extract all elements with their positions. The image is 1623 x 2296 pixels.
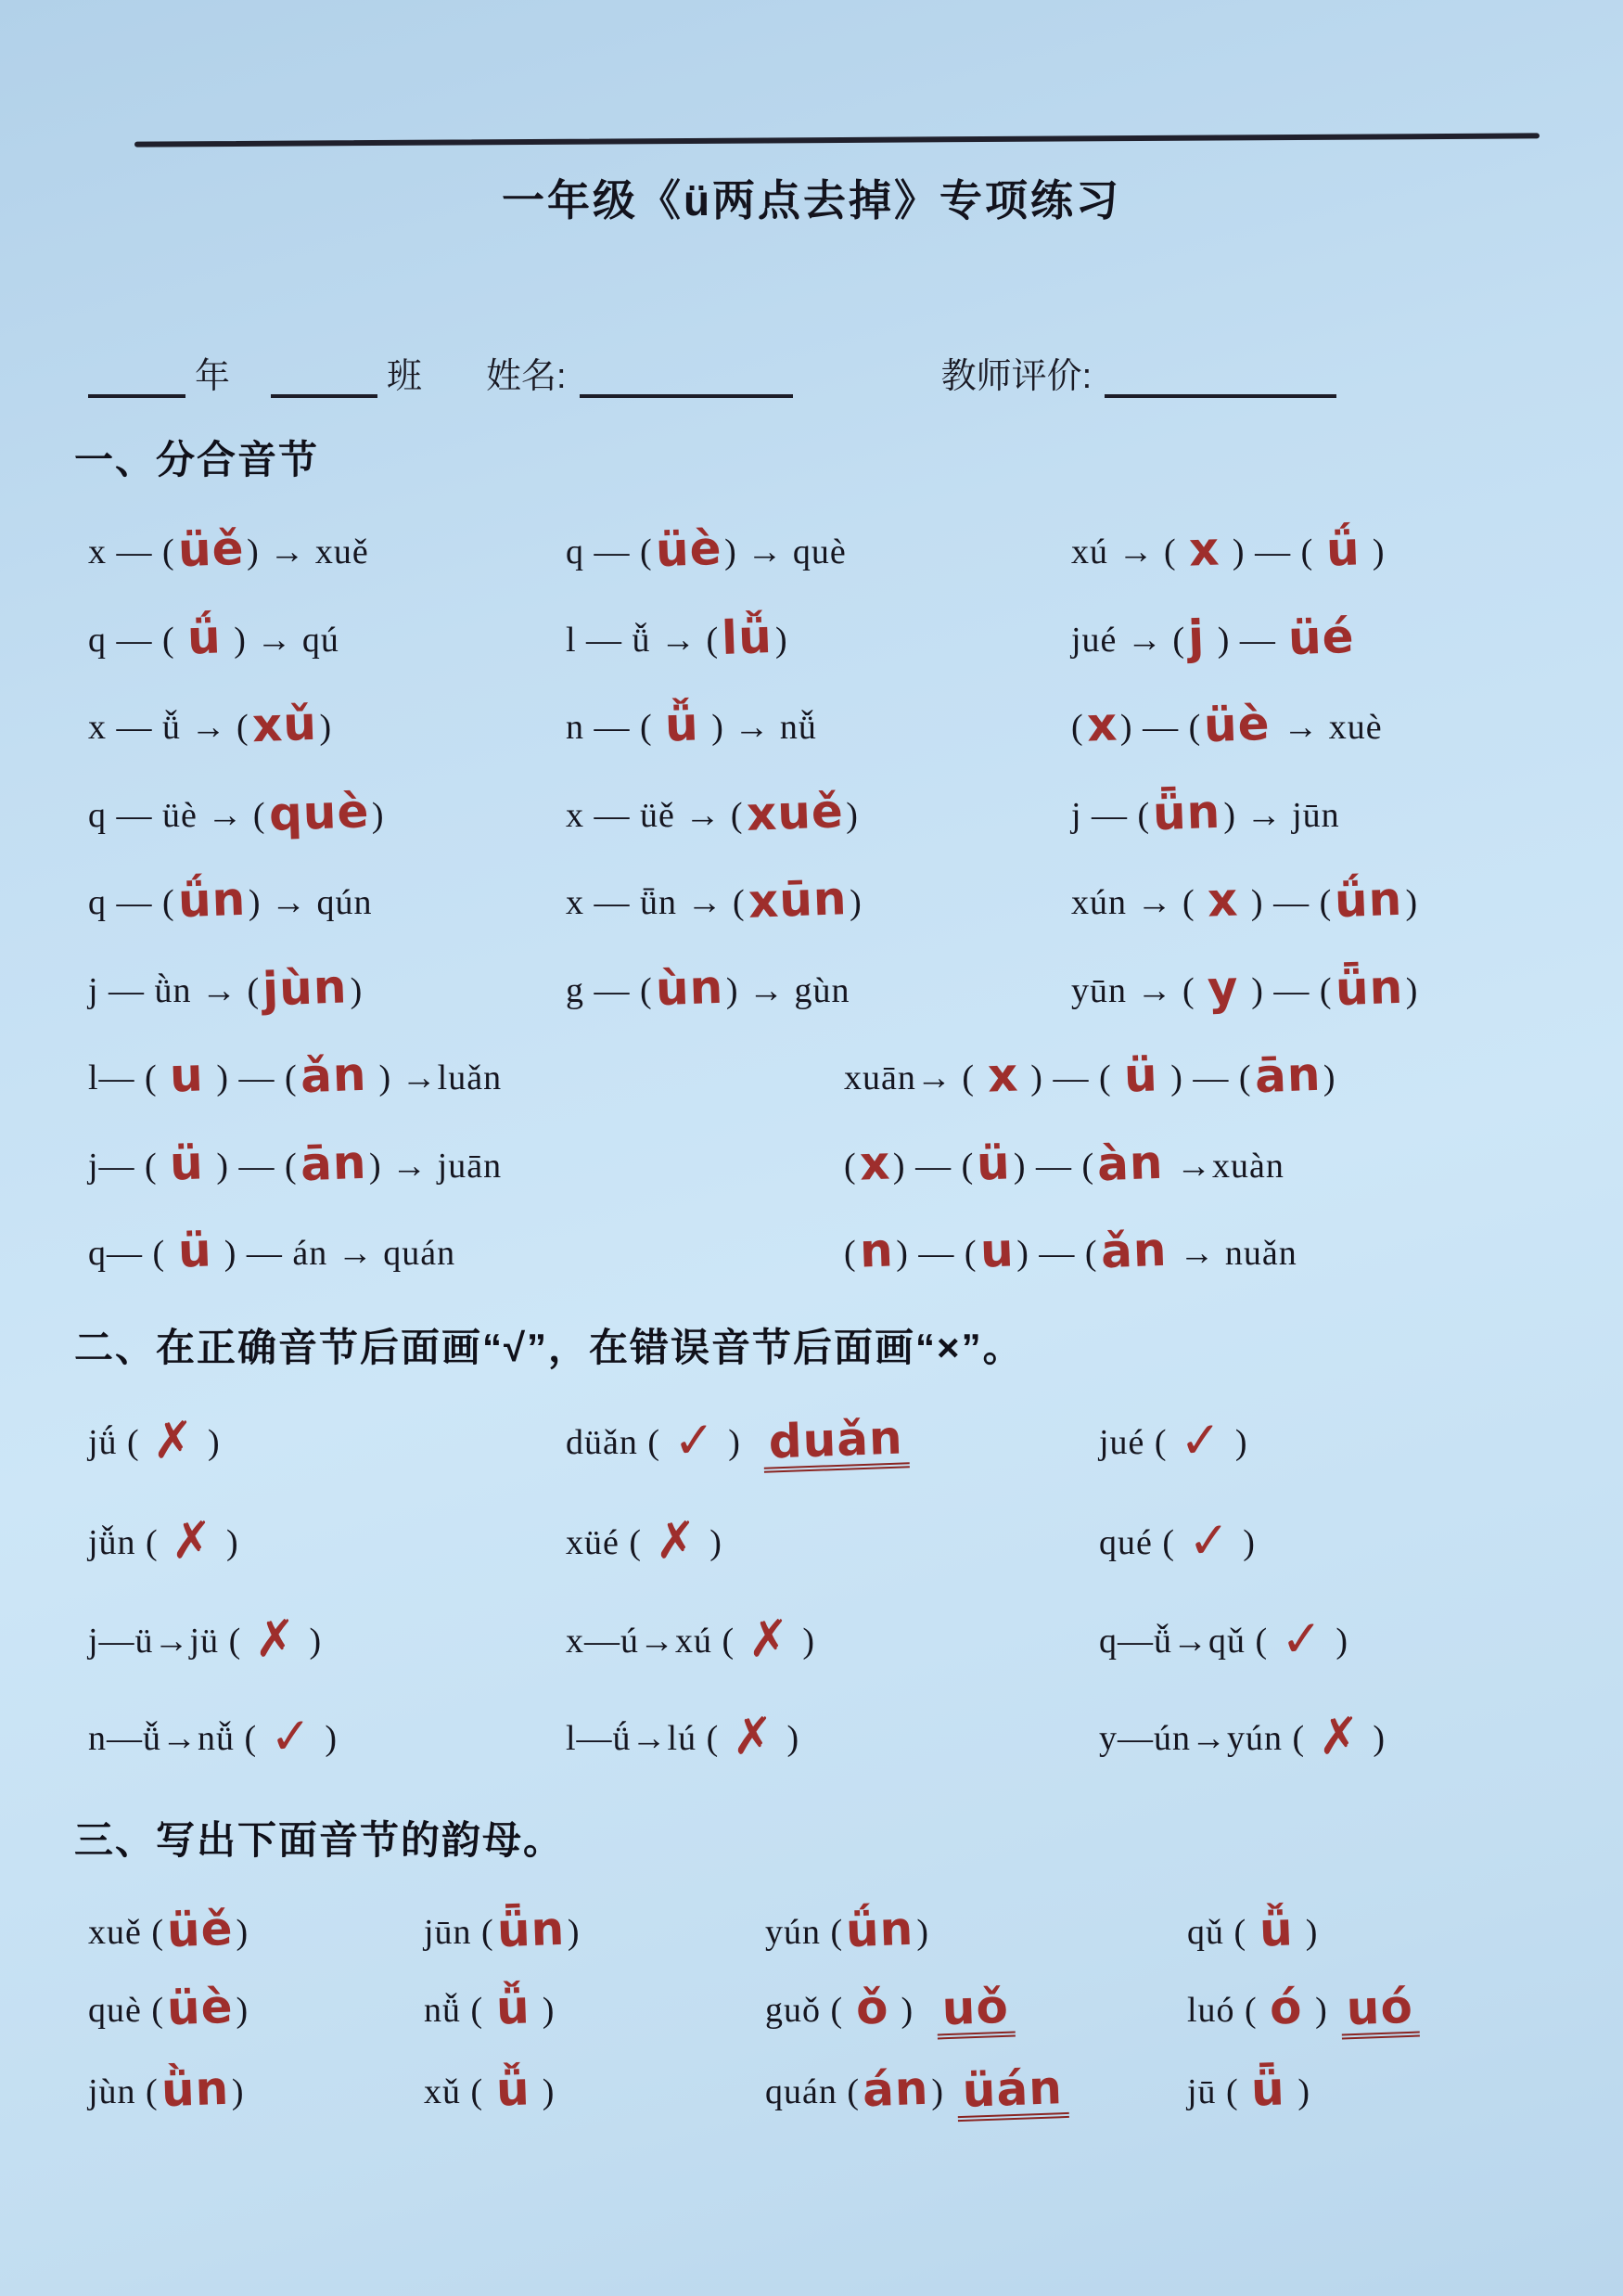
printed-text: ) → qún xyxy=(248,883,373,922)
printed-text: ( xyxy=(844,1234,857,1273)
exercise-item xyxy=(566,697,1071,752)
handwritten-answer: ǘn xyxy=(845,1901,915,1957)
handwritten-answer: u xyxy=(978,1223,1016,1278)
printed-text: ) — ( xyxy=(896,1234,978,1273)
printed-text: ) xyxy=(1233,1523,1256,1562)
exercise-row xyxy=(88,1135,1549,1191)
handwritten-answer: ü xyxy=(169,1135,205,1191)
worksheet-title: 一年级《ü两点去掉》专项练习 xyxy=(501,176,1122,224)
exercise-item xyxy=(88,958,566,1017)
printed-text: ) xyxy=(236,1912,249,1952)
exercise-item xyxy=(765,1979,1187,2036)
printed-text: ) → qú xyxy=(224,620,339,660)
exercise-item xyxy=(765,1901,1187,1957)
handwritten-answer: x xyxy=(986,1047,1019,1103)
info-row xyxy=(74,347,1549,398)
printed-text: ) xyxy=(532,1991,556,2030)
exercise-row xyxy=(88,958,1549,1017)
handwritten-answer: ✗ xyxy=(151,1409,197,1470)
printed-text: ) → xuě xyxy=(247,532,369,571)
handwritten-answer: ǜn xyxy=(160,2060,230,2117)
exercise-item xyxy=(1099,1409,1549,1470)
exercise-item xyxy=(566,1510,1099,1571)
handwritten-answer: ✗ xyxy=(653,1510,698,1571)
handwritten-answer: n xyxy=(858,1223,895,1278)
handwritten-answer: ✗ xyxy=(252,1608,299,1669)
handwritten-answer: uǒ xyxy=(936,1987,1016,2039)
name-label: 姓名: xyxy=(486,357,567,396)
exercise-item xyxy=(88,520,566,578)
handwritten-answer: ü xyxy=(1123,1047,1159,1103)
printed-text: x — ǖn → ( xyxy=(566,883,746,922)
exercise-item xyxy=(1071,959,1549,1016)
exercise-item xyxy=(424,1980,765,2035)
printed-text: ) xyxy=(931,2072,945,2111)
name-blank xyxy=(580,357,793,398)
printed-text: ( xyxy=(1071,708,1084,747)
exercise-row xyxy=(88,1222,1549,1279)
exercise-item xyxy=(566,1409,1099,1470)
handwritten-answer: uó xyxy=(1340,1987,1420,2039)
handwritten-answer: ǎn xyxy=(299,1046,367,1104)
exercise-row xyxy=(88,1046,1549,1104)
teacher-eval-label: 教师评价: xyxy=(940,357,1093,396)
printed-text: ) xyxy=(699,1523,722,1562)
handwritten-answer: ✓ xyxy=(1178,1409,1224,1470)
printed-text: ) xyxy=(231,2072,245,2111)
handwritten-answer: lǚ xyxy=(721,609,773,665)
printed-text: q — ( xyxy=(88,620,185,660)
exercise-item xyxy=(566,871,1071,929)
printed-text: ) xyxy=(777,1719,800,1758)
exercise-item xyxy=(1071,696,1549,753)
handwritten-answer: u xyxy=(169,1047,205,1103)
exercise-item xyxy=(88,1510,566,1571)
printed-text: ) xyxy=(1362,532,1386,571)
handwritten-answer: ✗ xyxy=(746,1608,791,1669)
exercise-row xyxy=(88,2059,1549,2118)
printed-text: ) xyxy=(300,1621,323,1661)
exercise-item xyxy=(88,1706,566,1766)
printed-text: quán ( xyxy=(765,2072,861,2111)
exercise-item xyxy=(566,520,1071,578)
exercise-row xyxy=(88,520,1549,578)
handwritten-answer: x xyxy=(1207,872,1240,928)
exercise-item xyxy=(1071,521,1549,577)
printed-text: xún → ( xyxy=(1071,883,1206,922)
printed-text: ) xyxy=(1305,1991,1328,2030)
handwritten-answer: ✗ xyxy=(170,1510,215,1571)
handwritten-answer: ǖ xyxy=(1250,2060,1286,2117)
handwritten-answer: ǒ xyxy=(854,1980,890,2035)
printed-text: n — ( xyxy=(566,708,663,747)
exercise-item xyxy=(88,1046,844,1104)
printed-text: j — ( xyxy=(1071,795,1151,835)
printed-text: j—ü→jü ( xyxy=(88,1621,251,1661)
printed-text: qǔ ( xyxy=(1187,1912,1257,1952)
handwritten-answer: x xyxy=(1085,697,1118,752)
exercise-row xyxy=(88,609,1549,665)
printed-text: jùn ( xyxy=(88,2072,159,2111)
printed-text: x — üě → ( xyxy=(566,795,744,835)
printed-text: düǎn ( xyxy=(566,1422,671,1462)
handwritten-answer: y xyxy=(1207,959,1240,1016)
printed-text: ) — ( xyxy=(1222,532,1323,571)
exercise-item xyxy=(1099,1608,1549,1669)
printed-text: ) xyxy=(1296,1912,1319,1952)
exercise-item xyxy=(1071,871,1549,929)
exercise-item xyxy=(88,1223,844,1278)
exercise-item xyxy=(88,1901,424,1957)
handwritten-answer: ✓ xyxy=(268,1706,313,1766)
handwritten-answer: ǘ xyxy=(186,609,223,665)
handwritten-answer: ǚ xyxy=(664,697,700,752)
handwritten-answer: xǔ xyxy=(250,696,318,753)
handwritten-answer: j xyxy=(1187,609,1207,664)
section-one xyxy=(74,430,1549,1279)
handwritten-answer: üě xyxy=(166,1901,235,1957)
printed-text: q — ( xyxy=(566,532,653,571)
printed-text: jūn ( xyxy=(424,1912,494,1952)
printed-text: j — ǜn → ( xyxy=(88,970,261,1010)
exercise-item xyxy=(1187,1979,1549,2036)
handwritten-answer: ǖn xyxy=(1334,959,1404,1016)
printed-text: ) — án → quán xyxy=(214,1234,456,1273)
printed-text: q—ǚ→qǔ ( xyxy=(1099,1621,1278,1661)
printed-text: ) xyxy=(846,795,859,835)
handwritten-answer: ān xyxy=(1253,1046,1322,1104)
exercise-item xyxy=(88,1979,424,2036)
printed-text: xüé ( xyxy=(566,1523,652,1562)
printed-text: ) xyxy=(718,1422,751,1462)
handwritten-answer: ǘn xyxy=(176,871,247,929)
printed-text: jué → ( xyxy=(1071,620,1186,660)
handwritten-answer: üě xyxy=(176,520,246,578)
exercise-row xyxy=(88,783,1549,841)
handwritten-answer: üè xyxy=(166,1979,235,2036)
handwritten-answer: ǘn xyxy=(1334,871,1404,929)
exercise-item xyxy=(88,783,566,841)
printed-text: ) xyxy=(236,1991,249,2030)
exercise-item xyxy=(1187,2060,1549,2117)
printed-text: q — üè → ( xyxy=(88,795,266,835)
handwritten-answer: ùn xyxy=(654,959,724,1016)
printed-text: ) → juān xyxy=(368,1146,503,1186)
exercise-row xyxy=(88,1979,1549,2036)
handwritten-answer: üè xyxy=(654,520,723,578)
printed-text: ) xyxy=(532,2072,556,2111)
printed-text: xuān→ ( xyxy=(844,1058,985,1097)
exercise-item xyxy=(566,1706,1099,1766)
printed-text: y—ún→yún ( xyxy=(1099,1719,1315,1758)
printed-text: ) xyxy=(314,1719,339,1758)
printed-text: jǘ ( xyxy=(88,1422,150,1462)
exercise-item xyxy=(1099,1510,1549,1571)
printed-text: ) xyxy=(850,883,863,922)
printed-text: ) — ( xyxy=(1013,1146,1095,1186)
printed-text: ) xyxy=(1323,1058,1336,1097)
handwritten-answer: ǖn xyxy=(495,1901,566,1957)
handwritten-answer: xuě xyxy=(745,783,845,841)
section-heading: 一、分合音节 xyxy=(74,438,320,481)
printed-text: j— ( xyxy=(88,1146,168,1186)
exercise-item xyxy=(88,871,566,929)
printed-text: ) xyxy=(774,620,788,660)
printed-text: qué ( xyxy=(1099,1523,1185,1562)
printed-text: → nuǎn xyxy=(1169,1234,1297,1273)
handwritten-answer: ān xyxy=(299,1135,367,1191)
handwritten-answer: ǘ xyxy=(1324,521,1361,577)
class-blank xyxy=(271,357,377,398)
exercise-item xyxy=(765,2059,1187,2118)
printed-text: ) → nǚ xyxy=(701,708,817,747)
printed-text: què ( xyxy=(88,1991,165,2030)
handwritten-answer: ó xyxy=(1269,1980,1304,2035)
printed-text: ) xyxy=(319,708,333,747)
handwritten-answer: ✓ xyxy=(1279,1608,1324,1669)
exercise-item xyxy=(844,1046,1549,1104)
exercise-row xyxy=(88,1409,1549,1470)
handwritten-answer: duǎn xyxy=(763,1417,911,1472)
printed-text: ) — xyxy=(1208,620,1286,660)
printed-text: ) — ( xyxy=(1016,1234,1098,1273)
section-heading: 三、写出下面音节的韵母。 xyxy=(74,1817,565,1862)
printed-text: ) →luǎn xyxy=(368,1058,503,1097)
section-three xyxy=(74,1810,1549,2118)
printed-text: → xuè xyxy=(1272,708,1383,747)
exercise-item xyxy=(566,959,1071,1016)
printed-text: x — ( xyxy=(88,532,175,571)
printed-text: ) → què xyxy=(724,532,847,571)
printed-text: ) xyxy=(1362,1719,1387,1758)
printed-text: ) xyxy=(792,1621,816,1661)
handwritten-answer: üán xyxy=(956,2067,1069,2121)
printed-text: l—ǘ→lú ( xyxy=(566,1719,729,1758)
exercise-item xyxy=(88,696,566,753)
class-label: 班 xyxy=(387,357,423,396)
printed-text: ) xyxy=(891,1991,924,2030)
handwritten-answer: ǚ xyxy=(494,2060,531,2117)
handwritten-answer: ǖn xyxy=(1152,784,1222,840)
handwritten-answer: ǎn xyxy=(1099,1222,1168,1279)
printed-text: ) xyxy=(1225,1422,1248,1462)
printed-text: ) xyxy=(1405,970,1419,1010)
printed-text: x — ǚ → ( xyxy=(88,708,249,747)
printed-text: x—ú→xú ( xyxy=(566,1621,745,1661)
exercise-item xyxy=(566,783,1071,841)
exercise-row xyxy=(88,871,1549,929)
printed-text: ) — ( xyxy=(1241,970,1333,1010)
printed-text: ) xyxy=(916,1912,930,1952)
printed-text: l— ( xyxy=(88,1058,168,1097)
handwritten-answer: àn xyxy=(1096,1135,1165,1191)
printed-text: jǚn ( xyxy=(88,1523,169,1562)
handwritten-answer: ✗ xyxy=(1316,1706,1361,1766)
printed-text: jué ( xyxy=(1099,1422,1178,1462)
printed-text: ) — ( xyxy=(892,1146,975,1186)
printed-text: ) xyxy=(350,970,364,1010)
printed-text: n—ǚ→nǚ ( xyxy=(88,1719,267,1758)
exercise-row xyxy=(88,1510,1549,1571)
handwritten-answer: ✓ xyxy=(1186,1510,1232,1571)
printed-text: yūn → ( xyxy=(1071,970,1206,1010)
printed-text: ) — ( xyxy=(206,1146,298,1186)
printed-text: ) → gùn xyxy=(725,970,850,1010)
exercise-item xyxy=(566,1608,1099,1669)
exercise-row xyxy=(88,696,1549,753)
printed-text: xú → ( xyxy=(1071,532,1187,571)
exercise-item xyxy=(844,1135,1549,1191)
printed-text: ) xyxy=(567,1912,581,1952)
printed-text: jū ( xyxy=(1187,2072,1249,2111)
handwritten-answer: què xyxy=(267,783,370,841)
printed-text: xuě ( xyxy=(88,1912,165,1952)
printed-text: ) — ( xyxy=(1119,708,1202,747)
printed-text: ) xyxy=(216,1523,239,1562)
printed-text: ) xyxy=(1287,2072,1310,2111)
worksheet-body xyxy=(74,430,1549,2117)
printed-text: ) — ( xyxy=(206,1058,298,1097)
printed-text: ( xyxy=(844,1146,857,1186)
handwritten-answer: x xyxy=(1188,521,1221,577)
printed-text: xǔ ( xyxy=(424,2072,493,2111)
year-blank xyxy=(88,357,185,398)
handwritten-answer: üé xyxy=(1287,609,1356,665)
handwritten-answer: án xyxy=(862,2060,930,2117)
printed-text: ) xyxy=(1325,1621,1349,1661)
printed-text: yún ( xyxy=(765,1912,844,1952)
section-heading: 二、在正确音节后面画“√”，在错误音节后面画“×”。 xyxy=(74,1325,1024,1369)
printed-text: g — ( xyxy=(566,970,653,1010)
printed-text: guǒ ( xyxy=(765,1991,853,2030)
printed-text: nǚ ( xyxy=(424,1991,493,2030)
printed-text: ) — ( xyxy=(1241,883,1333,922)
exercise-item xyxy=(566,609,1071,665)
top-rule xyxy=(134,133,1540,147)
handwritten-answer: üè xyxy=(1203,696,1272,753)
exercise-item xyxy=(88,1409,566,1470)
handwritten-answer: ü xyxy=(176,1223,213,1278)
printed-text: ) xyxy=(1405,883,1419,922)
handwritten-answer: ǚ xyxy=(494,1980,531,2035)
exercise-item xyxy=(1071,609,1549,665)
printed-text: ) → jūn xyxy=(1223,795,1340,835)
exercise-item xyxy=(88,1135,844,1191)
exercise-item xyxy=(88,2060,424,2117)
handwritten-answer: ✓ xyxy=(671,1409,717,1470)
exercise-row xyxy=(88,1901,1549,1957)
handwritten-answer: ü xyxy=(976,1135,1012,1191)
printed-text: ) — ( xyxy=(1160,1058,1252,1097)
printed-text: l — ǚ → ( xyxy=(566,620,720,660)
printed-text: ) xyxy=(198,1422,221,1462)
printed-text: →xuàn xyxy=(1166,1146,1284,1186)
exercise-item xyxy=(1071,784,1549,840)
printed-text: ) xyxy=(371,795,385,835)
exercise-item xyxy=(88,609,566,665)
exercise-row xyxy=(88,1608,1549,1669)
printed-text: q— ( xyxy=(88,1234,175,1273)
handwritten-answer: x xyxy=(858,1135,891,1191)
exercise-item xyxy=(1187,1901,1549,1957)
section-two xyxy=(74,1317,1549,1766)
handwritten-answer: xūn xyxy=(747,871,849,929)
exercise-item xyxy=(1099,1706,1549,1766)
handwritten-answer: ✗ xyxy=(730,1706,776,1766)
teacher-eval-blank xyxy=(1105,357,1336,398)
printed-text: luó ( xyxy=(1187,1991,1268,2030)
handwritten-answer: jùn xyxy=(262,958,349,1017)
year-label: 年 xyxy=(195,357,231,396)
printed-text: ) — ( xyxy=(1020,1058,1122,1097)
exercise-row xyxy=(88,1706,1549,1766)
handwritten-answer: ǚ xyxy=(1258,1901,1295,1957)
exercise-item xyxy=(424,1901,765,1957)
exercise-item xyxy=(88,1608,566,1669)
exercise-item xyxy=(424,2060,765,2117)
exercise-item xyxy=(844,1222,1549,1279)
printed-text: q — ( xyxy=(88,883,175,922)
